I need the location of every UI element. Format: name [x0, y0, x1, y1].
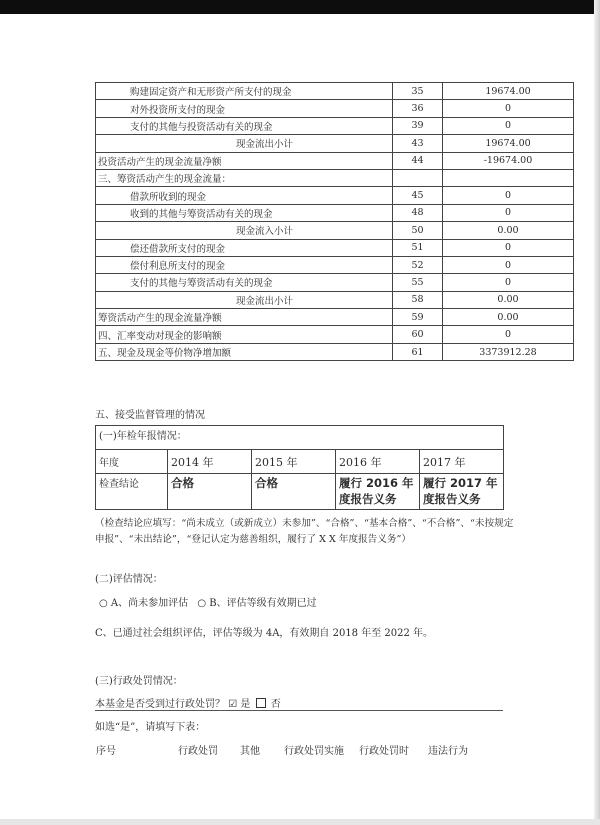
table-row: [96, 117, 574, 134]
result-2016: 履行 2016 年度报告义务: [336, 474, 420, 510]
penalty-question: 本基金是否受到过行政处罚？: [95, 699, 225, 710]
row-line-number: 55: [393, 274, 443, 291]
row-amount: -19674.00: [443, 152, 574, 169]
table-row: [96, 135, 574, 152]
fill-hint: 如选“是”，请填写下表：: [95, 722, 206, 733]
table-row: [96, 222, 574, 239]
table-row: [96, 187, 574, 204]
row-item: 购建固定资产和无形资产所支付的现金: [96, 83, 393, 100]
evaluation-options-ab: [99, 594, 317, 609]
row-item: 支付的其他与筹资活动有关的现金: [96, 274, 393, 291]
radio-icon[interactable]: ○: [197, 598, 207, 609]
table-row: [96, 152, 574, 169]
row-line-number: 51: [393, 239, 443, 256]
row-item: 对外投资所支付的现金: [96, 100, 393, 117]
row-item: 收到的其他与筹资活动有关的现金: [96, 204, 393, 221]
scan-bottom-edge: [0, 819, 600, 825]
row-amount: 0.00: [443, 291, 574, 308]
row-amount: 0.00: [443, 222, 574, 239]
row-line-number: 43: [393, 135, 443, 152]
result-2015: 合格: [252, 474, 336, 510]
row-line-number: 45: [393, 187, 443, 204]
table-row: [96, 83, 574, 100]
row-line-number: 36: [393, 100, 443, 117]
row-item: 偿还借款所支付的现金: [96, 239, 393, 256]
evaluation-header: (二)评估情况：: [95, 574, 163, 585]
row-amount: 19674.00: [443, 83, 574, 100]
cash-flow-table: [95, 82, 574, 361]
option-a: A、尚未参加评估: [110, 598, 189, 609]
row-item: 现金流入小计: [96, 222, 393, 239]
penalty-header: (三)行政处罚情况：: [95, 676, 183, 687]
scan-top-border: [0, 0, 600, 14]
table-row: [96, 326, 574, 343]
row-amount: 0: [443, 187, 574, 204]
row-amount: 0: [443, 204, 574, 221]
row-item: 投资活动产生的现金流量净额: [96, 152, 393, 169]
year-2015: 2015 年: [252, 450, 336, 474]
divider: [95, 710, 503, 711]
row-line-number: 52: [393, 256, 443, 273]
year-2014: 2014 年: [168, 450, 252, 474]
option-b: B、评估等级有效期已过: [209, 598, 317, 609]
row-line-number: 39: [393, 117, 443, 134]
radio-icon[interactable]: ○: [99, 598, 108, 609]
year-label: 年度: [96, 450, 168, 474]
col-index: 序号: [96, 746, 116, 757]
table-row: [96, 309, 574, 326]
row-item: 现金流出小计: [96, 135, 393, 152]
row-line-number: 59: [393, 309, 443, 326]
supervision-title: 五、接受监督管理的情况: [95, 410, 205, 421]
result-2014: 合格: [168, 474, 252, 510]
row-item: 现金流出小计: [96, 291, 393, 308]
col-penalty: 行政处罚: [178, 746, 218, 757]
row-item: 偿付利息所支付的现金: [96, 256, 393, 273]
row-item: 借款所收到的现金: [96, 187, 393, 204]
row-line-number: 58: [393, 291, 443, 308]
option-c: C、已通过社会组织评估，评估等级为 4A，有效期自 2018 年至 2022 年。: [95, 628, 434, 639]
year-2016: 2016 年: [336, 450, 420, 474]
inspection-header: (一)年检年报情况：: [96, 426, 504, 450]
row-amount: 0: [443, 326, 574, 343]
row-amount: 0: [443, 256, 574, 273]
row-amount: 0.00: [443, 309, 574, 326]
row-line-number: 61: [393, 343, 443, 360]
table-row: [96, 169, 574, 186]
checked-checkbox-icon[interactable]: ☑: [228, 699, 238, 710]
row-amount: 19674.00: [443, 135, 574, 152]
row-line-number: 44: [393, 152, 443, 169]
year-2017: 2017 年: [420, 450, 504, 474]
row-line-number: 50: [393, 222, 443, 239]
row-amount: 0: [443, 239, 574, 256]
col-penalty-time: 行政处罚时: [359, 746, 409, 757]
no-label: 否: [270, 699, 281, 710]
result-label: 检查结论: [96, 474, 168, 510]
row-amount: 0: [443, 117, 574, 134]
row-line-number: 48: [393, 204, 443, 221]
inspection-table: [95, 425, 504, 510]
row-line-number: [393, 169, 443, 186]
penalty-question-row: [95, 695, 281, 710]
row-amount: 0: [443, 100, 574, 117]
table-row: [96, 100, 574, 117]
row-line-number: 60: [393, 326, 443, 343]
row-item: 支付的其他与投资活动有关的现金: [96, 117, 393, 134]
table-row: [96, 343, 574, 360]
table-row: [96, 274, 574, 291]
row-item: 四、汇率变动对现金的影响额: [96, 326, 393, 343]
table-row: [96, 204, 574, 221]
col-penalty-executor: 行政处罚实施: [284, 746, 344, 757]
col-violation: 违法行为: [428, 746, 468, 757]
scan-right-edge: [594, 0, 600, 825]
table-row: [96, 256, 574, 273]
row-item: 五、现金及现金等价物净增加额: [96, 343, 393, 360]
row-item: 筹资活动产生的现金流量净额: [96, 309, 393, 326]
row-amount: 3373912.28: [443, 343, 574, 360]
result-2017: 履行 2017 年度报告义务: [420, 474, 504, 510]
inspection-note: （检查结论应填写：“尚未成立（或新成立）未参加”、“合格”、“基本合格”、“不合格”、“未按规定申报”、“未出结论”，“登记认定为慈善组织，履行了 X X 年度报告义务”）: [95, 518, 514, 545]
yes-label: 是: [240, 699, 251, 710]
row-amount: [443, 169, 574, 186]
row-line-number: 35: [393, 83, 443, 100]
row-item: 三、筹资活动产生的现金流量：: [96, 169, 393, 186]
table-row: [96, 239, 574, 256]
row-amount: 0: [443, 274, 574, 291]
checkbox-icon[interactable]: [256, 698, 266, 708]
cash-flow-body: [96, 83, 574, 361]
col-other: 其他: [240, 746, 260, 757]
table-row: [96, 291, 574, 308]
